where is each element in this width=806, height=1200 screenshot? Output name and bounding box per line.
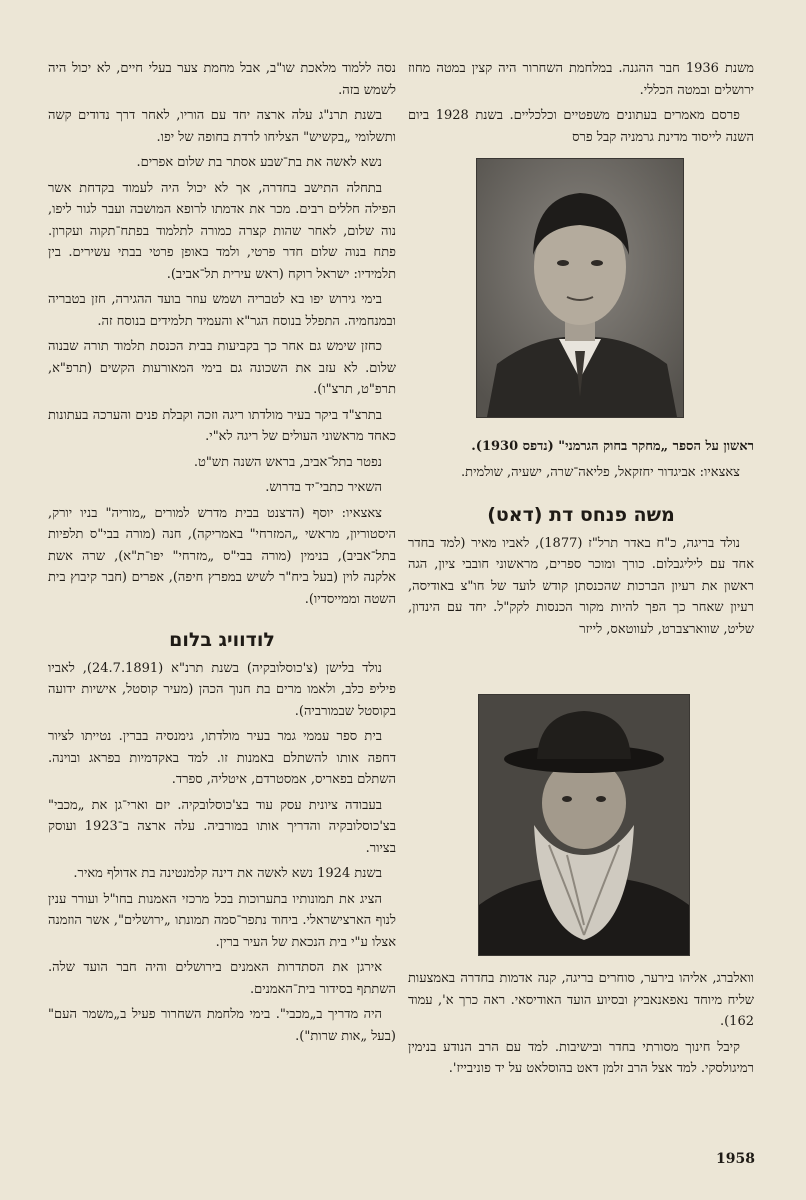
- paragraph: כחזן שימש גם אחר כך בקביעות בבית הכנסת תלמוד תורה שבנוה שלום. לא עזב את השכונה גם בימי המאורעות הקשים (תרפ"א, תרפ"ט, תרצ"ו).: [48, 339, 396, 397]
- paragraph: נפטר בתל־אביב, בראש השנה תש"ט.: [193, 454, 382, 470]
- paragraph: היה מדריך ב„מכבי". בימי מלחמת השחרור פעיל ב„משמר העם" (בעל „אות שרות").: [48, 1007, 396, 1044]
- paragraph: בשנת תרנ"ג עלה ארצה יחד עם הוריו, לאחר דרך נדודים קשה ותשלומי „בקשיש" הצליחו לרדת בחופה של יפו.: [48, 108, 396, 145]
- paragraph: צאצאיו: יוסף (הדצנט בבית מדרש למורים „מוריה" בניו יורק, היסטוריון, מראשי „המזרחי" באמריקה), חנה (מורה בבי"ס תלפיות בתל־אביב), בנימין (מורה בבי"ס „מזרחי" יפו־ת"א), שרה אשת אלקנה לוין (בעל ביח"ר לשיש במפרץ חיפה), אפרים (חבר קיבוץ בית השטה וממייסדיו).: [48, 505, 396, 607]
- left-column: [48, 58, 396, 1051]
- paragraph: נסה ללמוד מלאכת שו"ב, אבל מחמת צער בעלי חיים, לא יכול היה לשמש בזה.: [48, 61, 396, 98]
- paragraph: בימי גירוש יפו בא לטבריה ושמש עוזר בועד ההגירה, חזן בטבריה ובמנחמיה. התפלל בנוסח הגר"א והעמיד תלמידים בנוסח זה.: [48, 292, 396, 329]
- paragraph: אירגן את הסתדרות האמנים בירושלים והיה חבר הועד שלה. השתתף בסידור בית־האמנים.: [48, 960, 396, 997]
- paragraph: השאיר כתבי־יד בדרוש.: [265, 480, 382, 495]
- section-title-moshe-pinchas-dat: משה פנחס דת (דאט): [487, 504, 675, 526]
- paragraph: פרסם מאמרים בעתונים משפטיים וכלכליים. בשנת 1928 ביום השנה לייסוד מדינת גרמניה קבל פרס: [408, 108, 754, 145]
- section-title-ludwig-blum: לודוויג בלום: [169, 629, 275, 651]
- paragraph: בית ספר עממי גמר בעיר מולדתו, גימנסיה בברין. נטייתו לציור דחפה אותו להשתלם באמנות זו. למד באקדמיות בפראג ובוינה. השתלם בפאריס, אמסטרדם, איטליה, ספרד.: [48, 729, 396, 787]
- right-column-continued: [408, 436, 754, 644]
- paragraph: משנת 1936 חבר ההגנה. במלחמת השחרור היה קצין במטה מחוז ירושלים ובמטה הכללי.: [408, 61, 755, 98]
- portrait-photo-bearded-man: [478, 694, 690, 956]
- right-column: [408, 58, 754, 152]
- paragraph: בשנת 1924 נשא לאשה את דינה קלמנטינה בת אדולף מאיר.: [73, 866, 382, 881]
- paragraph: נולד בריגה, כ"ח באדר תרל"ז (1877), לאביו מאיר (למד בחדר אחד עם ליליגבלום. כורך ומוכר ספרים, מראשוני חובבי ציון, הגה ראשון את רעיון הברכות שהכנסתן קודש לועד של חו"צ באודיסה, רעיון שאחר כך הפך להיות מקור הכנסות לקק"ל. יחד עם הינדון, שליט, שווארצברט, לעווטאס, לייזר: [408, 535, 754, 637]
- paragraph: נשא לאשה את בת־שבע אסתר בת שלום אפרים.: [136, 155, 382, 170]
- paragraph: קיבל חינוך מסורתי בחדר ובישיבות. למד עם הרב הנודע בנימין רמיגולסקי. למד אצל הרב זלמן דאט בהוסלאט על יד פוניבייז'.: [408, 1039, 754, 1076]
- paragraph: ראשון על הספר „מחקר בחוק הגרמני" (נדפס 1930).: [471, 439, 754, 454]
- right-column-bottom: [408, 968, 754, 1084]
- paragraph: צאצאיו: אביגדור יחזקאל, פליאה־שרה, ישעיה, שולמית.: [461, 464, 740, 480]
- paragraph: בעבודה ציונית עסק עוד בצ'כוסלובקיה. יזם וארי־גן את „מכבי" בצ'כוסלובקיה והדריך אותו במורביה. עלה ארצה ב־1923 ועוסק בציור.: [48, 797, 396, 856]
- paragraph: נולד בלישן (צ'כוסלובקיה) בשנת תרנ"א (24.7.1891), לאביו פיליפ כלב, ולאמו מרים בת חנוך הכהן (מעיר קוסטל, אישיות ידועה בקוסטל שבמורביה).: [48, 660, 396, 719]
- paragraph: הציג את תמונותיו בתערוכות בכל מרכזי האמנות בחו"ל ועורר ענין לנוף הארצישראלי. ביחוד נתפר־סמה תמונתו „ירושלים", אשר הוזמנה אצלו ע"י בית הנכאת של העיר ברין.: [48, 891, 396, 950]
- paragraph: וואלברג, אליהו בירער, סוחרים בריגה, קנה אדמות בחדרה באמצעות שליח מיוחד נאפאנאביץ ובסיוע הועד האודיסאי. ראה כרך א', עמוד 162).: [408, 971, 754, 1029]
- paragraph: בתחלה התישב בחדרה, אך לא יכול היה לעמוד בקדחת אשר הפילה חללים רבים. מכר את אדמתו לרופא המושבה ועבר לגור ליפו, נוה שלום, לאחר שהות קצרה כמורה לתלמוד בפתח־תקוה ועקרון. פתח בנוה שלום חדר פרטי, ולמד באופן פרטי בבתי עשירים. בין תלמידיו: ישראל רוקח (ראש עירית תל־אביב).: [48, 180, 396, 282]
- portrait-photo-young-man: [476, 158, 684, 418]
- page-number: 1958: [716, 1151, 755, 1167]
- paragraph: בתרצ"ד ביקר בעיר מולדתו ריגה וזכה וקבלת פנים והערכה בעתונות כאחד מראשוני העולים של ריגה לא"י.: [48, 407, 396, 444]
